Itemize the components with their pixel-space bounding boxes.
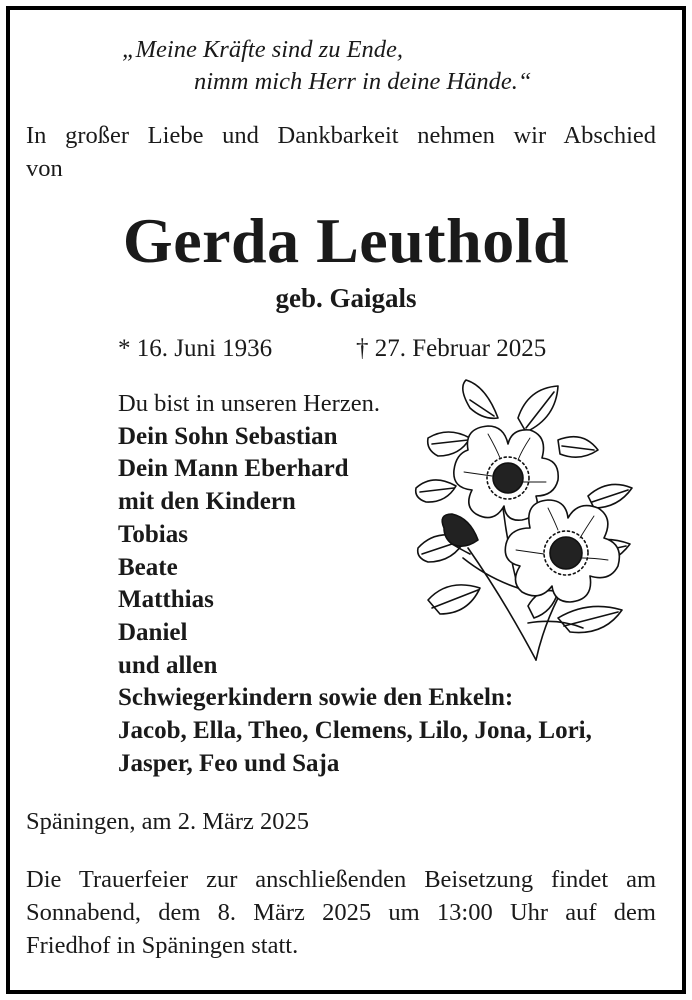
mourner-line: Schwiegerkindern sowie den Enkeln: [118,684,514,712]
funeral-line-1: Die Trauerfeier zur anschließenden Beisetzung findet am [26,866,656,893]
mourner-line: Dein Mann Eberhard [118,455,349,483]
mourner-line: Beate [118,553,178,581]
intro-line-1: In großer Liebe und Dankbarkeit nehmen wir Abschied [26,122,656,149]
mourner-line: Dein Sohn Sebastian [118,422,338,450]
deceased-name: Gerda Leuthold [122,205,570,276]
place-date: Späningen, am 2. März 2025 [26,808,310,835]
mourner-line: mit den Kindern [118,488,296,516]
birth-date: * 16. Juni 1936 [118,335,273,362]
mourner-line: und allen [118,651,218,679]
mourner-line: Jacob, Ella, Theo, Clemens, Lilo, Jona, Lori, [118,717,592,745]
mourner-line: Jasper, Feo und Saja [118,749,340,777]
funeral-line-2: Sonnabend, dem 8. März 2025 um 13:00 Uhr auf dem [26,899,656,926]
mourner-line: Tobias [118,520,188,548]
death-date: † 27. Februar 2025 [356,335,547,362]
mourners-intro: Du bist in unseren Herzen. [118,390,380,417]
quote-line-2: nimm mich Herr in deine Hände.“ [194,68,532,95]
deceased-birth-name: geb. Gaigals [275,283,417,313]
quote-line-1: „Meine Kräfte sind zu Ende, [122,36,404,63]
intro-line-2: von [26,155,63,182]
mourner-line: Matthias [118,586,214,614]
wild-rose-illustration-icon [408,378,654,668]
funeral-line-3: Friedhof in Späningen statt. [26,932,299,959]
mourner-line: Daniel [118,618,188,646]
